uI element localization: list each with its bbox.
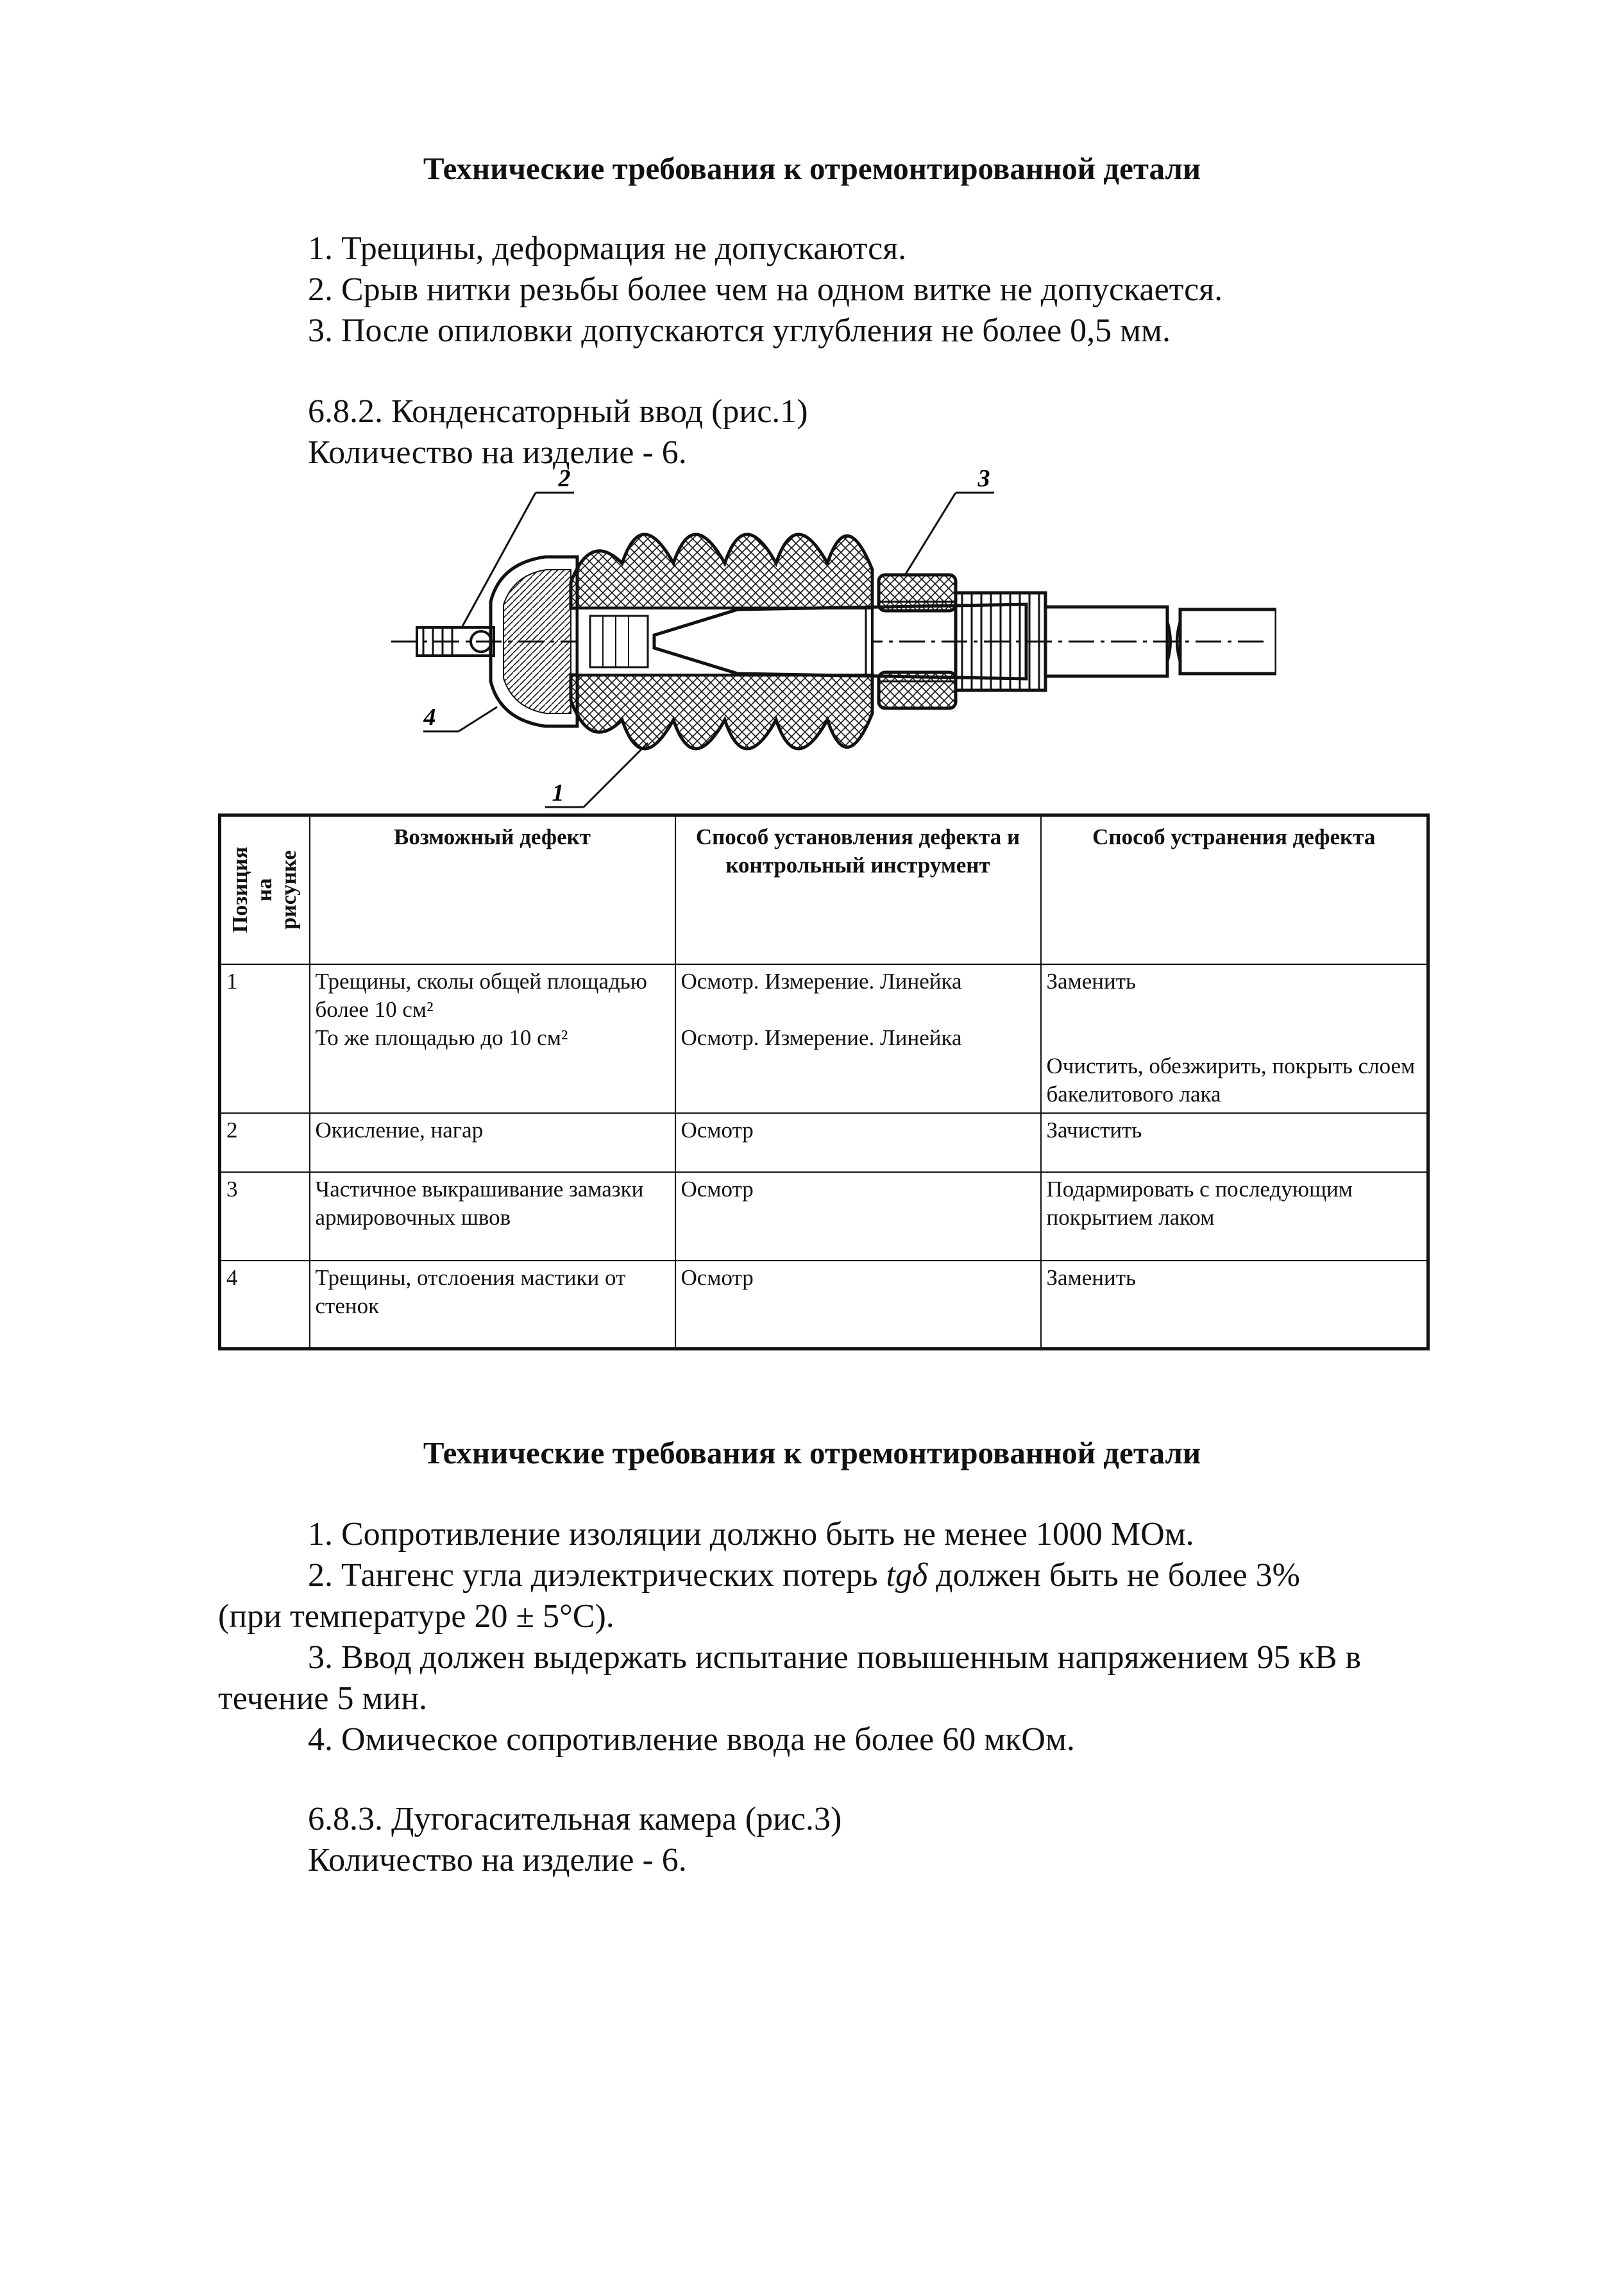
requirement2-4: 4. Омическое сопротивление ввода не более 60 мкОм.: [308, 1721, 1075, 1758]
table-row: [220, 1113, 1428, 1172]
header-fix: Способ устранения дефекта: [1041, 815, 1428, 964]
header-position: Позиция на рисунке: [220, 815, 310, 964]
cell-method: Осмотр. Измерение. Линейка Осмотр. Измерение. Линейка: [675, 964, 1041, 1113]
cell-defect: Частичное выкрашивание замазки армировочных швов: [310, 1172, 675, 1261]
requirement-3: 3. После опиловки допускаются углубления не более 0,5 мм.: [308, 312, 1171, 349]
cell-method: Осмотр: [675, 1261, 1041, 1349]
requirement-2: 2. Срыв нитки резьбы более чем на одном витке не допускается.: [308, 271, 1223, 308]
part2-title: 6.8.3. Дугогасительная камера (рис.3): [308, 1801, 842, 1837]
requirement2-3-cont: течение 5 мин.: [218, 1680, 428, 1717]
header-defect: Возможный дефект: [310, 815, 675, 964]
section1-heading: Технические требования к отремонтированной детали: [423, 151, 1201, 186]
cell-defect: Трещины, сколы общей площадью более 10 см² То же площадью до 10 см²: [310, 964, 675, 1113]
cell-pos: 2: [220, 1113, 310, 1172]
cell-defect: Окисление, нагар: [310, 1113, 675, 1172]
callout-3: 3: [977, 467, 990, 492]
callout-1: 1: [552, 779, 564, 806]
table-row: [220, 964, 1428, 1113]
part2-quantity: Количество на изделие - 6.: [308, 1842, 687, 1878]
defects-table: [218, 813, 1430, 1350]
cell-fix: Подармировать с последующим покрытием лаком: [1041, 1172, 1428, 1261]
requirement2-1: 1. Сопротивление изоляции должно быть не менее 1000 МОм.: [308, 1516, 1194, 1553]
header-method: Способ установления дефекта и контрольный инструмент: [675, 815, 1041, 964]
table-row: [220, 1172, 1428, 1261]
cell-pos: 3: [220, 1172, 310, 1261]
table-header-row: [220, 815, 1428, 964]
requirement2-3: 3. Ввод должен выдержать испытание повышенным напряжением 95 кВ в: [308, 1639, 1362, 1676]
callout-2: 2: [558, 467, 571, 492]
cell-method: Осмотр: [675, 1172, 1041, 1261]
table-row: [220, 1261, 1428, 1349]
part-title: 6.8.2. Конденсаторный ввод (рис.1): [308, 393, 808, 430]
cell-fix: Заменить: [1041, 1261, 1428, 1349]
requirement2-2-cont: (при температуре 20 ± 5°С).: [218, 1598, 614, 1635]
requirement2-2: 2. Тангенс угла диэлектрических потерь tgδ должен быть не более 3%: [308, 1557, 1300, 1594]
section2-heading: Технические требования к отремонтированной детали: [423, 1435, 1201, 1470]
cell-fix: Заменить Очистить, обезжирить, покрыть слоем бакелитового лака: [1041, 964, 1428, 1113]
requirement-1: 1. Трещины, деформация не допускаются.: [308, 230, 907, 267]
cell-fix: Зачистить: [1041, 1113, 1428, 1172]
callout-4: 4: [423, 704, 436, 731]
cell-method: Осмотр: [675, 1113, 1041, 1172]
condenser-bushing-drawing: [378, 467, 1276, 820]
cell-pos: 1: [220, 964, 310, 1113]
cell-defect: Трещины, отслоения мастики от стенок: [310, 1261, 675, 1349]
part-quantity: Количество на изделие - 6.: [308, 434, 687, 471]
cell-pos: 4: [220, 1261, 310, 1349]
